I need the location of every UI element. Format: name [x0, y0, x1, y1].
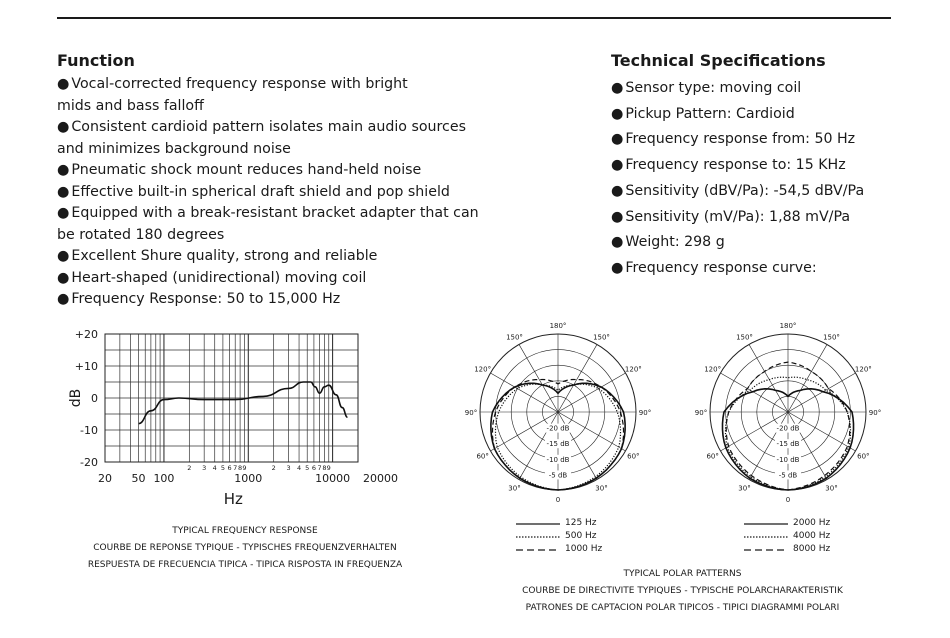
caption-line: COURBE DE DIRECTIVITE TYPIQUES - TYPISCHE POLARCHARAKTERISTIK [522, 586, 843, 596]
function-section [57, 50, 497, 311]
polar-spoke [720, 373, 788, 412]
x-axis-label: Hz [223, 490, 243, 508]
ring-label: -20 dB [776, 424, 800, 433]
minor-tick-label: 7 [317, 464, 322, 472]
minor-tick-label: 6 [227, 464, 232, 472]
ring-label: -20 dB [546, 424, 570, 433]
minor-tick-label: 5 [220, 464, 225, 472]
spec-item: ● Sensitivity (dBV/Pa): -54,5 dBV/Pa [611, 182, 865, 199]
legend-entry: 1000 Hz [516, 543, 602, 556]
ring-label: -10 dB [546, 455, 570, 464]
y-axis-label: dB [68, 388, 84, 408]
polar-legend-right [744, 517, 830, 556]
spec-item: ● Frequency response from: 50 Hz [611, 131, 856, 148]
function-item: ● Heart-shaped (unidirectional) moving coil [57, 269, 367, 286]
minor-tick-label: 8 [238, 464, 243, 472]
minor-tick-label: 3 [202, 464, 207, 472]
legend-dotted-line [516, 534, 560, 540]
legend-dashed-line [744, 547, 788, 553]
angle-label: 120° [854, 365, 872, 374]
minor-tick-label: 2 [271, 464, 276, 472]
function-heading: Function [57, 51, 135, 70]
minor-tick-label: 8 [322, 464, 327, 472]
frequency-response-caption [60, 523, 430, 574]
ring-label: -15 dB [546, 440, 570, 449]
ring-label: -10 dB [776, 455, 800, 464]
x-tick-label: 1000 [234, 472, 263, 485]
angle-label: 60° [706, 452, 719, 461]
minor-tick-label: 7 [233, 464, 238, 472]
angle-label: 150° [593, 333, 610, 342]
spec-item: ● Frequency response to: 15 KHz [611, 157, 846, 174]
angle-label: 90° [464, 409, 478, 417]
angle-label: 60° [627, 452, 640, 461]
polar-spoke [519, 344, 558, 412]
ring-label: -5 dB [778, 471, 798, 480]
polar-pattern-left [453, 315, 663, 510]
angle-label: 180° [779, 322, 797, 330]
y-tick-label: -20 [80, 456, 98, 469]
response-curve [139, 382, 348, 424]
function-item: ● Vocal-corrected frequency response with bright [57, 76, 408, 92]
legend-solid-line [516, 521, 560, 527]
angle-label: 150° [506, 333, 523, 342]
angle-label: 30° [738, 484, 751, 493]
specs-section [611, 50, 911, 282]
function-item: and minimizes background noise [57, 140, 291, 157]
polar-spoke [558, 344, 597, 412]
minor-tick-label: 3 [286, 464, 291, 472]
caption-line: COURBE DE REPONSE TYPIQUE - TYPISCHES FREQUENZVERHALTEN [93, 543, 397, 553]
polar-spoke [558, 373, 626, 412]
function-item: ● Pneumatic shock mount reduces hand-held noise [57, 162, 422, 178]
legend-solid-line [744, 521, 788, 527]
angle-label: 150° [823, 333, 840, 342]
angle-label: 150° [736, 333, 753, 342]
angle-label: 60° [857, 452, 870, 461]
x-tick-label: 10000 [315, 472, 351, 485]
specs-list [611, 76, 911, 282]
angle-label: 30° [825, 484, 838, 493]
minor-tick-label: 9 [242, 464, 247, 472]
frequency-response-chart [55, 322, 400, 514]
spec-item: ● Weight: 298 g [611, 234, 725, 251]
legend-entry: 2000 Hz [744, 517, 830, 530]
y-tick-label: -10 [80, 424, 98, 437]
specs-heading: Technical Specifications [611, 51, 826, 70]
function-item: ● Equipped with a break-resistant bracket adapter that can [57, 205, 479, 221]
angle-label: 30° [595, 484, 608, 493]
y-tick-label: +20 [74, 328, 98, 341]
angle-label: 0 [555, 496, 561, 504]
function-item: ● Consistent cardioid pattern isolates main audio sources [57, 119, 466, 135]
caption-line: TYPICAL POLAR PATTERNS [623, 569, 742, 579]
polar-spoke [490, 373, 558, 412]
angle-label: 60° [476, 452, 489, 461]
legend-entry: 500 Hz [516, 530, 602, 543]
function-item: ● Effective built-in spherical draft shield and pop shield [57, 183, 450, 200]
minor-tick-label: 2 [187, 464, 192, 472]
function-item: be rotated 180 degrees [57, 226, 225, 243]
angle-label: 90° [638, 409, 652, 417]
spec-item: ● Sensitivity (mV/Pa): 1,88 mV/Pa [611, 208, 851, 225]
minor-tick-label: 4 [212, 464, 217, 472]
function-item: ● Excellent Shure quality, strong and reliable [57, 248, 378, 264]
angle-label: 120° [474, 365, 492, 374]
angle-label: 30° [508, 484, 521, 493]
y-tick-label: 0 [91, 392, 98, 405]
legend-entry: 125 Hz [516, 517, 602, 530]
minor-tick-label: 9 [326, 464, 331, 472]
angle-label: 90° [694, 409, 708, 417]
ring-label: -5 dB [548, 471, 568, 480]
polar-spoke [749, 344, 788, 412]
minor-tick-label: 4 [296, 464, 302, 472]
y-tick-label: +10 [74, 360, 98, 373]
legend-dashed-line [516, 547, 560, 553]
spec-item: ● Frequency response curve: [611, 259, 817, 276]
x-tick-label: 20 [98, 472, 112, 485]
minor-tick-label: 6 [311, 464, 316, 472]
x-tick-label: 20000 [363, 472, 398, 485]
legend-dotted-line [744, 534, 788, 540]
x-tick-label: 100 [153, 472, 175, 485]
minor-tick-label: 5 [305, 464, 310, 472]
top-rule [57, 17, 891, 19]
spec-item: ● Pickup Pattern: Cardioid [611, 105, 795, 122]
angle-label: 180° [549, 322, 567, 330]
spec-item: ● Sensor type: moving coil [611, 80, 802, 96]
angle-label: 120° [624, 365, 642, 374]
angle-label: 120° [704, 365, 722, 374]
caption-line: TYPICAL FREQUENCY RESPONSE [172, 526, 318, 536]
caption-line: RESPUESTA DE FRECUENCIA TIPICA - TIPICA RISPOSTA IN FREQUENZA [87, 560, 403, 570]
function-list [57, 74, 497, 311]
function-item: mids and bass falloff [57, 97, 204, 114]
x-tick-label: 50 [131, 472, 146, 485]
caption-line: PATRONES DE CAPTACION POLAR TIPICOS - TIPICI DIAGRAMMI POLARI [525, 603, 840, 613]
ring-label: -15 dB [776, 440, 800, 449]
angle-label: 0 [785, 496, 791, 504]
legend-entry: 4000 Hz [744, 530, 830, 543]
legend-entry: 8000 Hz [744, 543, 830, 556]
function-item: ● Frequency Response: 50 to 15,000 Hz [57, 291, 341, 307]
polar-patterns-caption [500, 566, 865, 617]
polar-legend-left [516, 517, 602, 556]
polar-pattern-right [683, 315, 893, 510]
angle-label: 90° [868, 409, 882, 417]
